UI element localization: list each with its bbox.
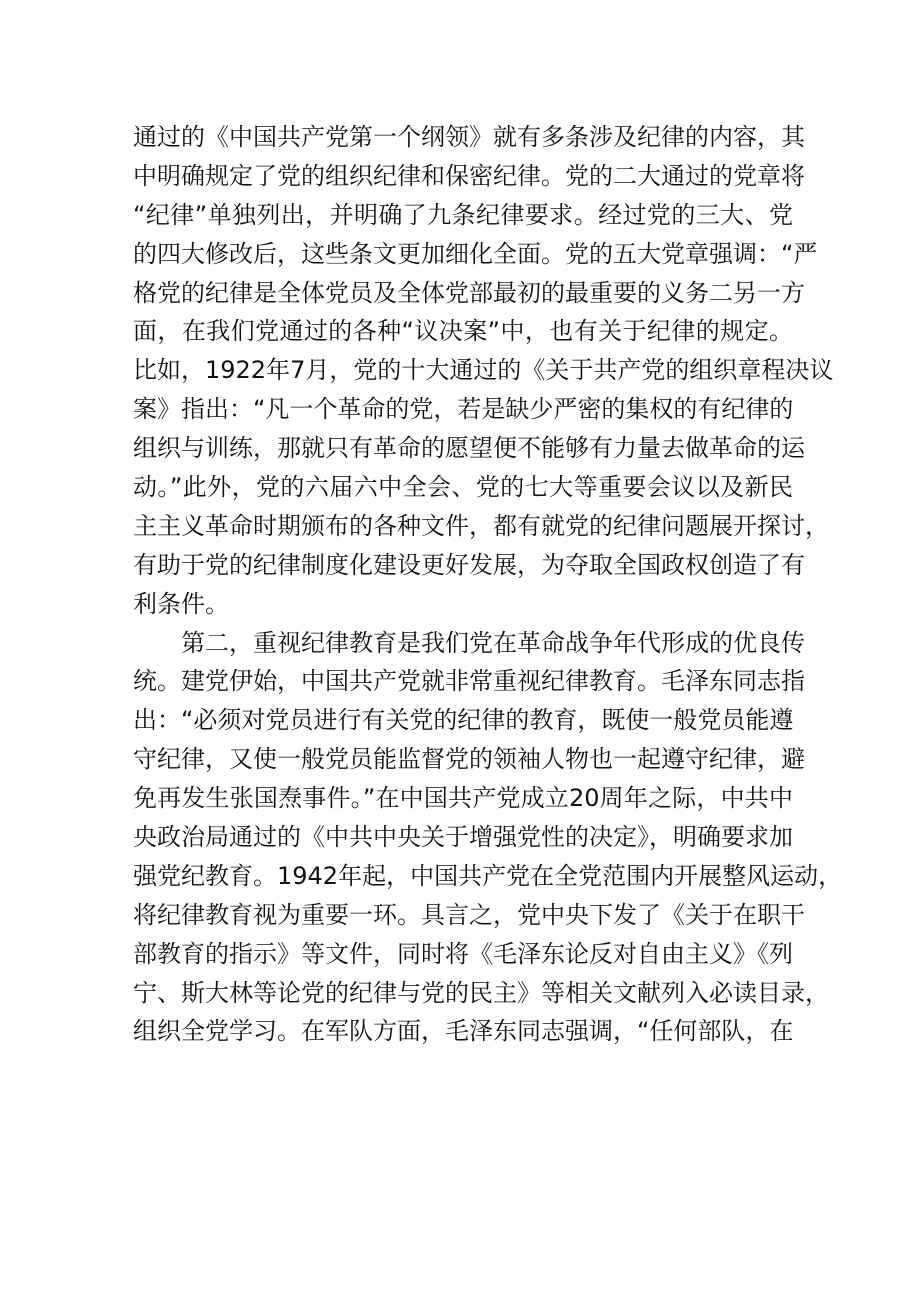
body-text — [133, 118, 843, 1051]
text-line: 宁、斯大林等论党的纪律与党的民主》等相关文献列入必读目录， — [133, 978, 829, 1007]
paragraph-end-line: 利条件。 — [133, 589, 229, 618]
text-line: “纪律”单独列出，并明确了九条纪律要求。经过党的三大、党 — [133, 200, 793, 229]
text-line: 部教育的指示》等文件，同时将《毛泽东论反对自由主义》《列 — [133, 939, 793, 968]
text-line: 组织全党学习。在军队方面，毛泽东同志强调，“任何部队，在 — [133, 1017, 794, 1046]
text-line: 免再发生张国焘事件。”在中国共产党成立20周年之际，中共中 — [133, 784, 793, 813]
text-line: 的四大修改后，这些条文更加细化全面。党的五大党章强调：“严 — [133, 239, 818, 268]
paragraph-start-line: 第二，重视纪律教育是我们党在革命战争年代形成的优良传 — [181, 628, 805, 657]
text-line: 面，在我们党通过的各种“议决案”中，也有关于纪律的规定。 — [133, 317, 793, 346]
text-line: 主主义革命时期颁布的各种文件，都有就党的纪律问题展开探讨， — [133, 511, 829, 540]
text-line: 通过的《中国共产党第一个纲领》就有多条涉及纪律的内容，其 — [133, 123, 805, 151]
text-line: 动。”此外，党的六届六中全会、党的七大等重要会议以及新民 — [133, 473, 793, 502]
text-line: 出：“必须对党员进行有关党的纪律的教育，既使一般党员能遵 — [133, 706, 794, 735]
text-line: 强党纪教育。1942年起，中国共产党在全党范围内开展整风运动， — [133, 861, 843, 890]
text-line: 有助于党的纪律制度化建设更好发展，为夺取全国政权创造了有 — [133, 550, 805, 579]
text-line: 格党的纪律是全体党员及全体党部最初的最重要的义务二另一方 — [133, 278, 805, 307]
text-line: 统。建党伊始，中国共产党就非常重视纪律教育。毛泽东同志指 — [133, 667, 805, 696]
text-line: 央政治局通过的《中共中央关于增强党性的决定》，明确要求加 — [133, 823, 793, 852]
text-line: 中明确规定了党的组织纪律和保密纪律。党的二大通过的党章将 — [133, 161, 805, 190]
text-line: 组织与训练，那就只有革命的愿望便不能够有力量去做革命的运 — [133, 434, 805, 463]
text-line: 守纪律，又使一般党员能监督党的领袖人物也一起遵守纪律，避 — [133, 745, 805, 774]
text-line: 案》指出：“凡一个革命的党，若是缺少严密的集权的有纪律的 — [133, 395, 794, 424]
text-line: 将纪律教育视为重要一环。具言之，党中央下发了《关于在职干 — [133, 900, 805, 929]
text-line: 比如，1922年7月，党的十大通过的《关于共产党的组织章程决议 — [133, 356, 834, 385]
